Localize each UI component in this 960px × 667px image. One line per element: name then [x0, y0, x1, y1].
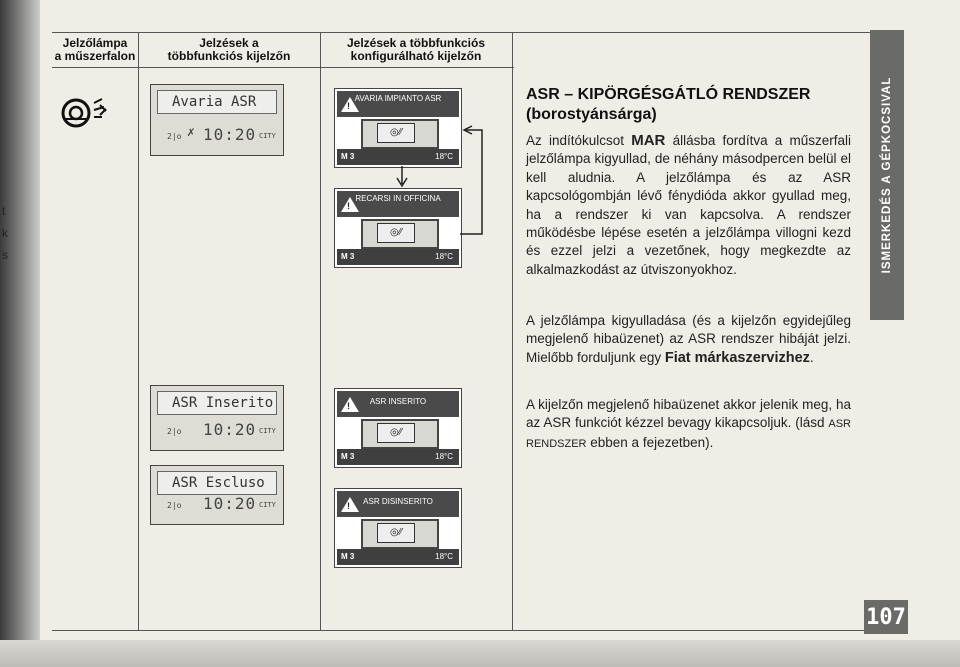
mfd-display-asr-on: ASR INSERITO ! ◎⁄⁄ M 3 18°C — [334, 388, 462, 468]
lcd-status-row — [157, 123, 277, 149]
spine-letter: k — [2, 226, 8, 240]
lcd-display-fault — [150, 84, 284, 156]
table-top-rule — [52, 32, 872, 33]
lcd-clock: 10:20 — [203, 125, 257, 144]
bleed-through-area — [530, 500, 860, 610]
asr-symbol-icon: ◎⁄⁄ — [377, 123, 415, 143]
asr-symbol-icon: ◎⁄⁄ — [377, 223, 415, 243]
paragraph-2: A jelzőlámpa kigyulladása (és a kijelzőn egyidejűleg megjelenő hibaüzenet) az ASR rendszer hibáját jelzi. Mielőbb forduljunk egy Fiat márkaszervizhez. — [526, 313, 851, 366]
mfd-center-panel — [361, 419, 439, 449]
lcd-message: ASR Escluso — [157, 471, 277, 495]
column-divider — [138, 32, 139, 630]
column-divider — [512, 32, 513, 630]
asr-warning-lamp-icon — [60, 95, 124, 131]
mfd-banner: ASR INSERITO — [337, 391, 459, 417]
mfd-display-asr-fault: AVARIA IMPIANTO ASR ! ◎⁄⁄ M 3 18°C — [334, 88, 462, 168]
lcd-status-row — [157, 418, 277, 444]
page-number: 107 — [864, 600, 908, 634]
asr-symbol-icon: ◎⁄⁄ — [377, 523, 415, 543]
lcd-message: Avaria ASR — [157, 90, 277, 114]
key-icon: ✗ — [187, 125, 195, 140]
table-bottom-rule — [52, 630, 872, 631]
spine-letter: s — [2, 248, 8, 262]
gear-indicator: 2|o — [167, 427, 182, 436]
book-spine-shadow — [0, 0, 40, 667]
chapter-title: ISMERKEDÉS A GÉPKOCSIVAL — [881, 76, 893, 274]
mfd-banner: AVARIA IMPIANTO ASR — [337, 91, 459, 117]
header-rule — [52, 67, 514, 68]
header-instrument-lamp: Jelzőlámpa a műszerfalon — [54, 36, 136, 63]
paragraph-3: A kijelzőn megjelenő hibaüzenet akkor jelenik meg, ha az ASR funkciót kézzel bevagy kikapcsoljuk. (lásd ASR RENDSZER ebben a fejezetben). — [526, 397, 851, 450]
column-divider — [320, 32, 321, 630]
down-arrow-icon — [392, 166, 412, 188]
lcd-clock: 10:20 — [203, 420, 257, 439]
paragraph-1: Az indítókulcsot MAR állásba fordítva a műszerfali jelzőlámpa kigyullad, de néhány másodpercen belül el kell aludnia. A jelzőlámpa és az ASR kapcsológombján lévő fénydióda akkor gyullad meg, ha a rendszer ki van kapcsolva. A rendszer működésbe lépése esetén a jelzőlámpa villogni kezd és ezzel jelzi a vezetőnek, hogy megkezdte az alkalmazkodást az útviszonyokhoz. — [526, 132, 851, 277]
spine-letter: t — [2, 204, 6, 218]
mfd-footer: M 3 18°C — [337, 449, 459, 465]
lcd-status-row — [157, 492, 277, 518]
spine-letters — [2, 200, 16, 266]
city-mode: CITY — [259, 427, 276, 435]
lcd-message: ASR Inserito — [157, 391, 277, 415]
chapter-side-tab — [870, 30, 904, 320]
lcd-display-asr-off — [150, 465, 284, 525]
gear-indicator: 2|o — [167, 132, 182, 141]
mfd-banner: RECARSI IN OFFICINA — [337, 191, 459, 217]
loop-back-arrow-icon — [460, 124, 490, 244]
warning-triangle-icon — [341, 97, 359, 112]
mfd-center-panel — [361, 119, 439, 149]
section-title: ASR – KIPÖRGÉSGÁTLÓ RENDSZER (borostyánsárga) — [526, 86, 811, 123]
mfd-display-asr-off: ASR DISINSERITO ! ◎⁄⁄ M 3 18°C — [334, 488, 462, 568]
asr-symbol-icon: ◎⁄⁄ — [377, 423, 415, 443]
lcd-clock: 10:20 — [203, 494, 257, 513]
mfd-footer: M 3 18°C — [337, 149, 459, 165]
mfd-center-panel — [361, 519, 439, 549]
gear-indicator: 2|o — [167, 501, 182, 510]
city-mode: CITY — [259, 501, 276, 509]
header-multifunction-display: Jelzések a többfunkciós kijelzőn — [167, 36, 291, 63]
mfd-display-workshop: RECARSI IN OFFICINA ! ◎⁄⁄ M 3 18°C — [334, 188, 462, 268]
city-mode: CITY — [259, 132, 276, 140]
mfd-banner: ASR DISINSERITO — [337, 491, 459, 517]
header-reconfigurable-display: Jelzések a többfunkciós konfigurálható kijelzőn — [346, 36, 486, 63]
warning-triangle-icon — [341, 197, 359, 212]
mfd-center-panel — [361, 219, 439, 249]
warning-triangle-icon — [341, 397, 359, 412]
page-bottom-edge — [0, 640, 960, 667]
warning-triangle-icon — [341, 497, 359, 512]
mfd-footer: M 3 18°C — [337, 249, 459, 265]
mfd-footer: M 3 18°C — [337, 549, 459, 565]
lcd-display-asr-on — [150, 385, 284, 451]
